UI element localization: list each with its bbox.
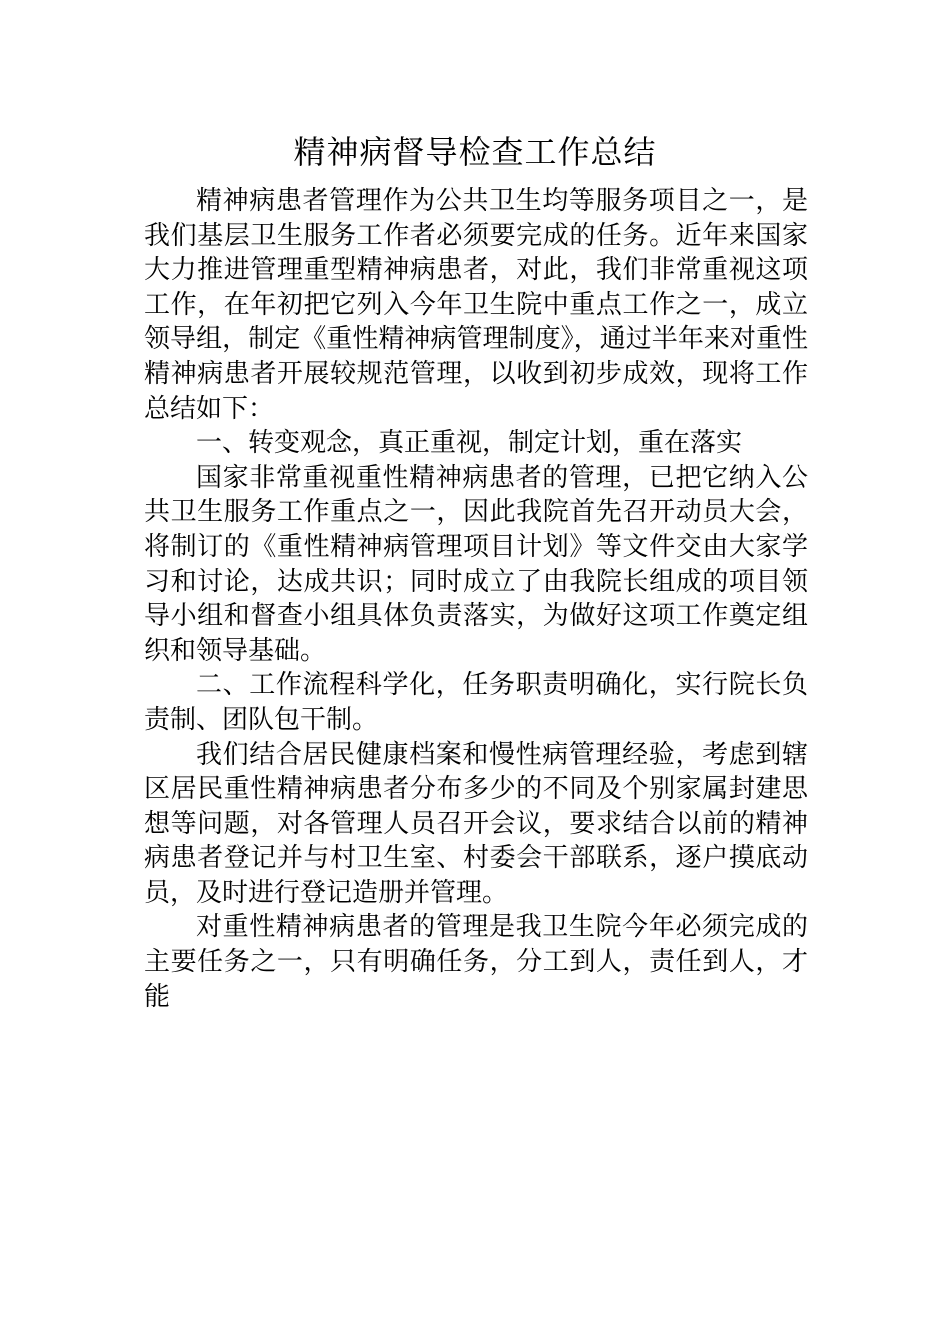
paragraph-section-2: 我们结合居民健康档案和慢性病管理经验，考虑到辖区居民重性精神病患者分布多少的不同及个别家属封建思想等问题，对各管理人员召开会议，要求结合以前的精神病患者登记并与村卫生室、村委会干部联系，逐户摸底动员，及时进行登记造册并管理。 (144, 739, 808, 908)
section-heading-2: 二、工作流程科学化，任务职责明确化，实行院长负责制、团队包干制。 (144, 670, 808, 735)
paragraph-section-2-continued: 对重性精神病患者的管理是我卫生院今年必须完成的主要任务之一，只有明确任务，分工到人，责任到人，才能 (144, 912, 808, 1012)
section-heading-1: 一、转变观念，真正重视，制定计划，重在落实 (196, 428, 743, 459)
document-body (144, 184, 808, 1014)
paragraph-intro: 精神病患者管理作为公共卫生均等服务项目之一，是我们基层卫生服务工作者必须要完成的任务。近年来国家大力推进管理重型精神病患者，对此，我们非常重视这项工作，在年初把它列入今年卫生院中重点工作之一，成立领导组，制定《重性精神病管理制度》，通过半年来对重性精神病患者开展较规范管理，以收到初步成效，现将工作总结如下： (144, 186, 808, 424)
document-title: 精神病督导检查工作总结 (293, 133, 657, 171)
paragraph-section-1: 国家非常重视重性精神病患者的管理，已把它纳入公共卫生服务工作重点之一，因此我院首先召开动员大会，将制订的《重性精神病管理项目计划》等文件交由大家学习和讨论，达成共识；同时成立了由我院长组成的项目领导小组和督查小组具体负责落实，为做好这项工作奠定组织和领导基础。 (144, 462, 808, 666)
